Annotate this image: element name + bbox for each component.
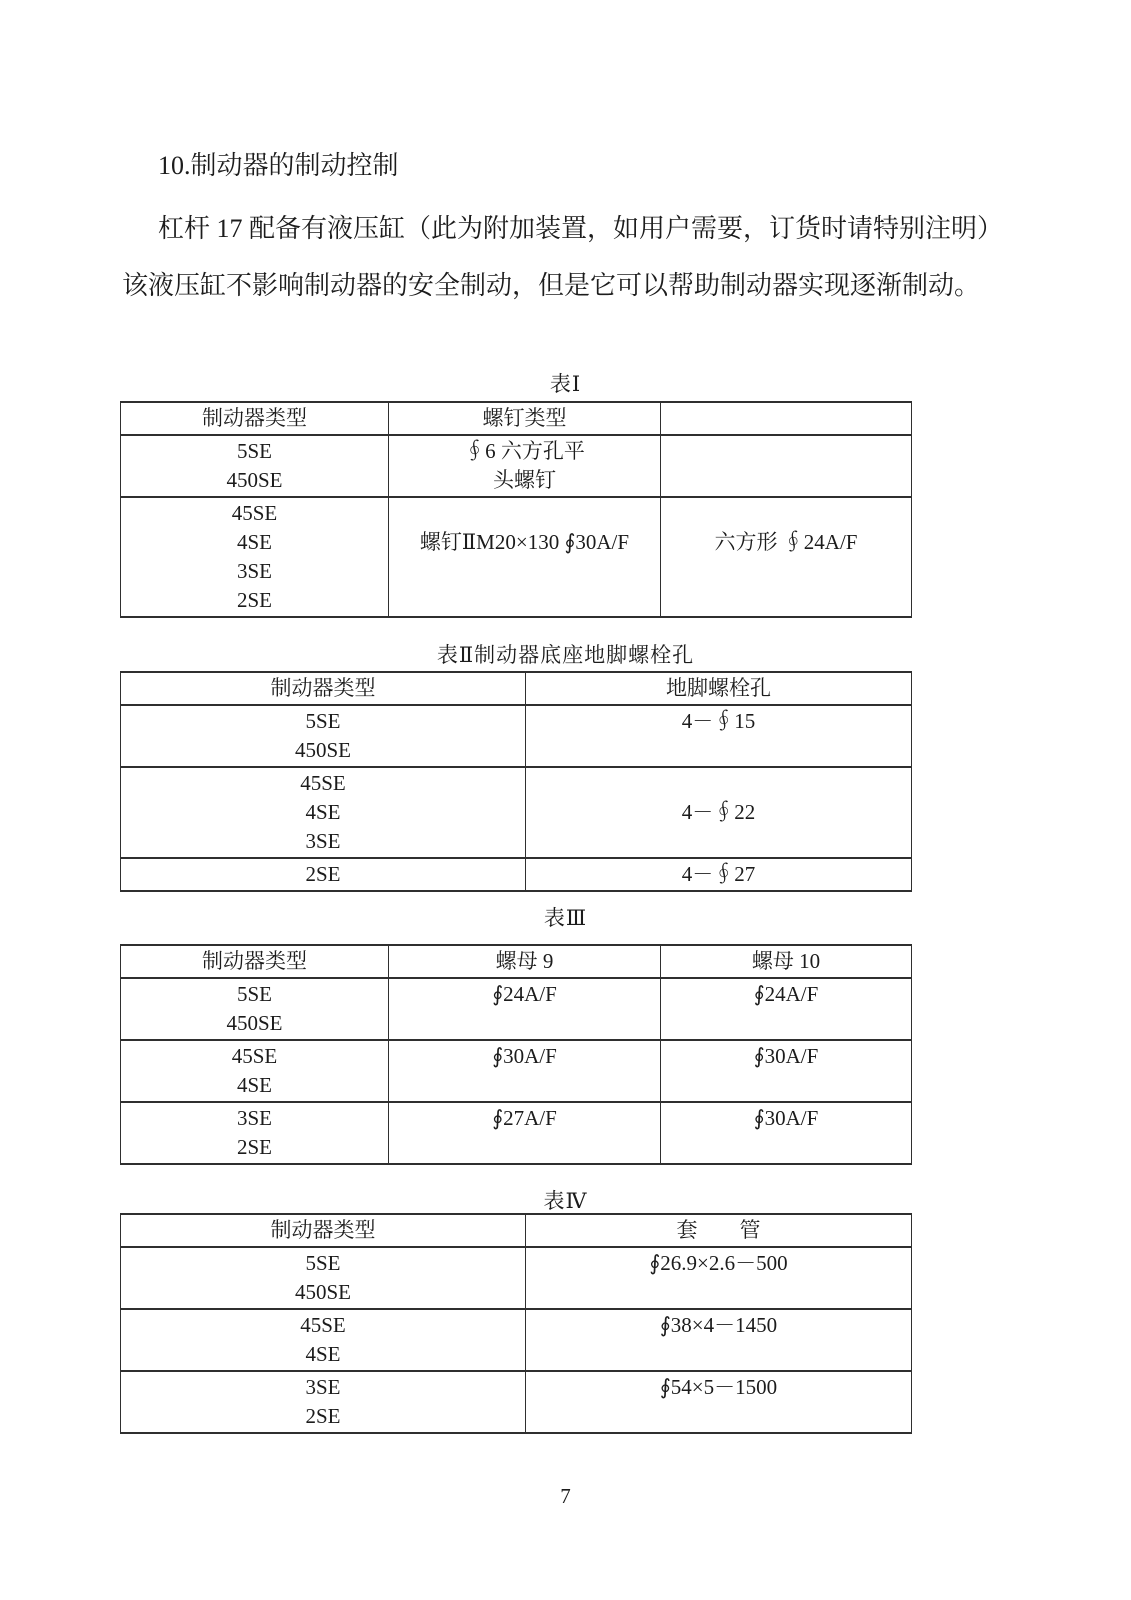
table2-row-1 <box>121 705 912 767</box>
brake-type: 2SE <box>305 1404 341 1428</box>
table3-row1-nut10-spec <box>661 978 912 1040</box>
table3-header-brake-type: 制动器类型 <box>121 945 389 978</box>
table2-row2-brake-types <box>121 767 526 858</box>
brake-type: 3SE <box>305 1375 341 1399</box>
table2-row3-brake-types <box>121 858 526 891</box>
screw-spec-line: 头螺钉 <box>493 468 556 492</box>
brake-type: 2SE <box>236 588 272 612</box>
table2 <box>120 671 912 892</box>
table1-header-blank <box>661 402 912 435</box>
table3-row-3 <box>121 1102 912 1164</box>
table2-header-row <box>121 672 912 705</box>
hole-spec: 4－∮27 <box>681 862 756 886</box>
table4-title: 表Ⅳ <box>543 1189 588 1213</box>
nut-spec: ∮24A/F <box>492 982 557 1006</box>
table3-header-row <box>121 945 912 978</box>
screw-spec-line: ∮6 六方孔平 <box>464 439 585 463</box>
table4-row2-sleeve-spec <box>526 1309 912 1371</box>
paragraph-line-1: 杠杆 17 配备有液压缸（此为附加装置，如用户需要，订货时请特别注明） <box>158 214 1004 243</box>
brake-type: 450SE <box>294 738 351 762</box>
section-heading: 10.制动器的制动控制 <box>158 151 399 180</box>
table1 <box>120 401 912 618</box>
paragraph-line-2: 该液压缸不影响制动器的安全制动，但是它可以帮助制动器实现逐渐制动。 <box>122 271 981 300</box>
brake-type: 5SE <box>305 1251 341 1275</box>
table4-row1-brake-types <box>121 1247 526 1309</box>
brake-type: 45SE <box>231 501 278 525</box>
table3-row2-brake-types <box>121 1040 389 1102</box>
table3-row3-nut10-spec <box>661 1102 912 1164</box>
table4-row-3 <box>121 1371 912 1433</box>
table2-title: 表Ⅱ制动器底座地脚螺栓孔 <box>436 643 695 667</box>
table4-row3-brake-types <box>121 1371 526 1433</box>
brake-type: 450SE <box>226 1011 283 1035</box>
table4-header-sleeve: 套 管 <box>526 1214 912 1247</box>
sleeve-spec: ∮26.9×2.6－500 <box>649 1251 788 1275</box>
nut-spec: ∮30A/F <box>492 1044 557 1068</box>
nut-spec: ∮30A/F <box>753 1106 819 1130</box>
nut-spec: ∮27A/F <box>492 1106 557 1130</box>
table2-row2-hole-spec <box>526 767 912 858</box>
brake-type: 2SE <box>305 862 341 886</box>
table1-row-2 <box>121 497 912 617</box>
brake-type: 5SE <box>236 439 272 463</box>
table4-row-2 <box>121 1309 912 1371</box>
table1-header-row <box>121 402 912 435</box>
table1-row2-screw-spec <box>389 497 661 617</box>
table4 <box>120 1213 912 1434</box>
table2-header-brake-type: 制动器类型 <box>121 672 526 705</box>
table1-row1-brake-types <box>121 435 389 497</box>
table3-title: 表Ⅲ <box>543 906 588 930</box>
nut-spec: ∮24A/F <box>753 982 819 1006</box>
sleeve-spec: ∮38×4－1450 <box>659 1313 778 1337</box>
nut-spec: ∮30A/F <box>753 1044 819 1068</box>
brake-type: 45SE <box>300 771 346 795</box>
brake-type: 5SE <box>236 982 272 1006</box>
brake-type: 450SE <box>226 468 283 492</box>
brake-type: 4SE <box>305 1342 341 1366</box>
table3-row1-brake-types <box>121 978 389 1040</box>
table2-row1-hole-spec <box>526 705 912 767</box>
table3-row3-brake-types <box>121 1102 389 1164</box>
brake-type: 4SE <box>236 1073 272 1097</box>
table1-row1-blank-cell <box>661 435 912 497</box>
table3 <box>120 944 912 1165</box>
table1-header-brake-type: 制动器类型 <box>121 402 389 435</box>
table2-row-2 <box>121 767 912 858</box>
table4-row3-sleeve-spec <box>526 1371 912 1433</box>
table3-header-nut-10: 螺母 10 <box>661 945 912 978</box>
brake-type: 45SE <box>300 1313 346 1337</box>
table1-header-screw-type: 螺钉类型 <box>389 402 661 435</box>
hex-spec: 六方形 ∮24A/F <box>714 530 858 554</box>
table2-row3-hole-spec <box>526 858 912 891</box>
table4-row2-brake-types <box>121 1309 526 1371</box>
table1-row2-brake-types <box>121 497 389 617</box>
brake-type: 3SE <box>236 559 272 583</box>
hole-spec: 4－∮15 <box>681 709 756 733</box>
table1-row-1 <box>121 435 912 497</box>
brake-type: 4SE <box>236 530 272 554</box>
table4-row-1 <box>121 1247 912 1309</box>
table1-row1-screw-spec <box>389 435 661 497</box>
page-number: 7 <box>560 1484 571 1508</box>
table3-row-2 <box>121 1040 912 1102</box>
screw-spec: 螺钉ⅡM20×130 ∮30A/F <box>419 530 630 554</box>
brake-type: 3SE <box>236 1106 272 1130</box>
brake-type: 3SE <box>305 829 341 853</box>
table1-row2-hex-spec <box>661 497 912 617</box>
brake-type: 5SE <box>305 709 341 733</box>
brake-type: 450SE <box>294 1280 351 1304</box>
sleeve-spec: ∮54×5－1500 <box>659 1375 778 1399</box>
table1-title: 表Ⅰ <box>549 372 582 396</box>
hole-spec: 4－∮22 <box>681 800 756 824</box>
table3-row-1 <box>121 978 912 1040</box>
brake-type: 4SE <box>305 800 341 824</box>
table2-header-anchor-bolt-hole: 地脚螺栓孔 <box>526 672 912 705</box>
table4-header-row <box>121 1214 912 1247</box>
table4-header-brake-type: 制动器类型 <box>121 1214 526 1247</box>
table3-row1-nut9-spec <box>389 978 661 1040</box>
table3-header-nut-9: 螺母 9 <box>389 945 661 978</box>
table2-row1-brake-types <box>121 705 526 767</box>
table2-row-3 <box>121 858 912 891</box>
brake-type: 2SE <box>236 1135 272 1159</box>
table3-row2-nut10-spec <box>661 1040 912 1102</box>
table4-row1-sleeve-spec <box>526 1247 912 1309</box>
brake-type: 45SE <box>231 1044 278 1068</box>
table3-row2-nut9-spec <box>389 1040 661 1102</box>
table3-row3-nut9-spec <box>389 1102 661 1164</box>
